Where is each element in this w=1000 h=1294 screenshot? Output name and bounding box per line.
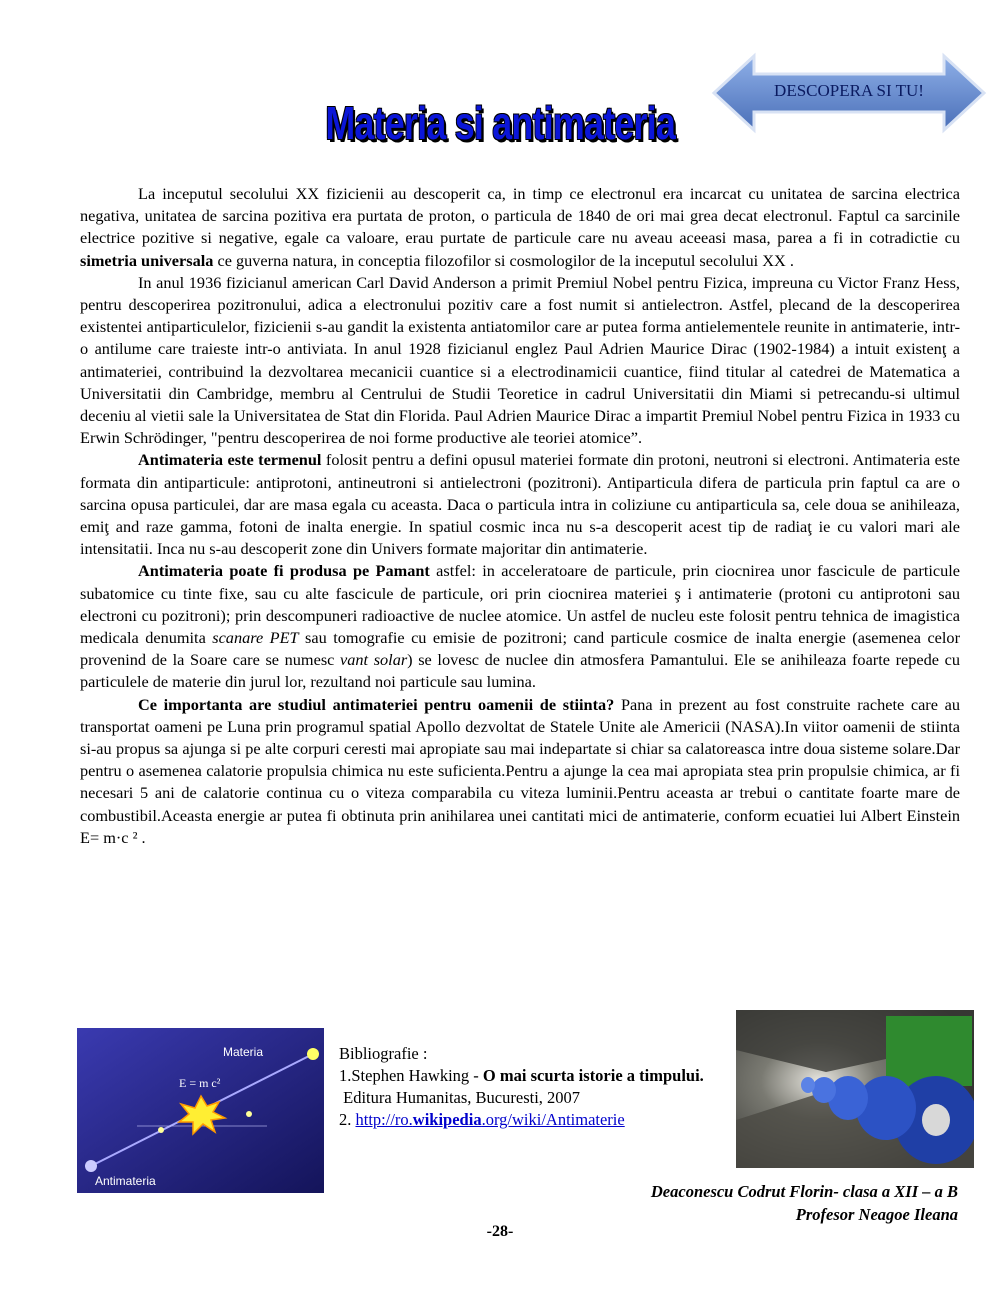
paragraph	[80, 560, 960, 693]
page-number: -28-	[486, 1223, 514, 1240]
author-block	[651, 1180, 958, 1226]
article-body	[80, 183, 960, 849]
page-title	[0, 96, 1000, 150]
wikipedia-link[interactable]	[356, 1110, 625, 1129]
item1-title: O mai scurta istorie a timpului.	[482, 1066, 704, 1085]
bibliography-item-2	[339, 1109, 719, 1131]
antimateria-label: Antimateria	[95, 1174, 156, 1188]
materia-label: Materia	[223, 1045, 264, 1059]
bold-text: Antimateria este termenul	[138, 450, 322, 470]
paragraph	[80, 694, 960, 849]
text-run: La inceputul secolului XX fizicienii au descoperit ca, in timp ce electronul era incarcat cu unitatea de sarcina electrica negativa, unitatea de sarcina pozitiva era purtata de proton, o particula de 1840 de ori mai grea decat electronul. Faptul ca sarcinile electrice pozitive si negative, egale ca valoare, erau purtate de particule care nu aveau aceeasi masa, parea a fi in cotradictie cu	[80, 184, 960, 248]
italic-text: vant solar	[340, 650, 408, 670]
bibliography-item-1	[339, 1065, 719, 1087]
matter-particle-icon	[307, 1048, 319, 1060]
teacher-name: Profesor Neagoe Ileana	[795, 1205, 958, 1224]
bibliography-publisher: Editura Humanitas, Bucuresti, 2007	[339, 1088, 581, 1107]
author-name: Deaconescu Codrut Florin- clasa a XII – a B	[650, 1182, 958, 1201]
bold-text: Ce importanta are studiul antimateriei pentru oamenii de stiinta?	[138, 694, 615, 714]
paragraph	[80, 449, 960, 560]
text-run: ce guverna natura, in conceptia filozofilor si cosmologilor de la inceputul secolului XX .	[213, 250, 794, 270]
support-frame	[886, 1016, 972, 1086]
bibliography	[339, 1043, 719, 1131]
matter-antimatter-figure	[77, 1028, 324, 1193]
title-text: Materia si antimateria	[325, 97, 675, 149]
paragraph	[80, 183, 960, 272]
item2-number: 2.	[339, 1110, 356, 1129]
accelerator-tunnel-photo	[736, 1010, 974, 1168]
link-part: wikipedia	[412, 1110, 482, 1129]
link-part: .org/wiki/Antimaterie	[481, 1110, 625, 1129]
item1-author: 1.Stephen Hawking -	[339, 1066, 483, 1085]
formula-label: E = m c²	[179, 1076, 221, 1090]
text-run: folosit pentru a defini opusul materiei formate din protoni, neutroni si electroni. Antimateria este formata din antiparticule: antiprotoni, antineutroni si antielectroni (pozitroni). Antiparticula difera de particula prin faptul ca are o sarcina opusa particulei, dar are masa egala cu aceasta. Daca o particula intra in coliziune cu antiparticula sa, cele doua se anihileaza, emiţ and raze gamma, fotoni de inalta energie. In spatiul cosmic inca nu s-a descoperit acest tip de radiaţ ie cu valori mari ale intensitatii. Inca nu s-au descoperit zone din Univers formate majoritar din antimaterie.	[80, 450, 960, 559]
paragraph	[80, 272, 960, 450]
bold-text: Antimateria poate fi produsa pe Pamant	[138, 561, 430, 581]
text-run: astfel: in acceleratoare de particule, prin ciocnirea unor fascicule de particule subatomice cu tinte fixe, sau cu alte fascicule de particule, ori prin ciocnirea materiei ş i antimaterie (protoni cu antiprotoni sau electroni cu pozitroni); prin descompuneri radioactive de nuclee atomice. Un astfel de nucleu este folosit pentru tehnica de imagistica medicala denumita	[80, 561, 960, 648]
text-run: Pana in prezent au fost construite rachete care au transportat oameni pe Luna prin programul spatial Apollo dezvoltat de Statele Unite ale Americii (NASA).In viitor oamenii de stiinta si-au propus sa ajunga si pe alte corpuri ceresti mai apropiate sau mai indepartate si chiar sa calatoreasca intre doua sisteme solare.Dar pentru o asemenea calatorie propulsia chimica nu este suficienta.Pentru a ajunge la cea mai apropiata stea prin propulsie chimica, ar fi necesari 5 ani de calatorie continua cu o viteza comparabila cu viteza luminii.Pentru aceasta ar trebui o cantitate foarte mare de combustibil.Aceasta energie ar putea fi obtinuta prin anihilarea unei cantitati mici de antimaterie, conform ecuatiei lui Albert Einstein E= m·c ² .	[80, 694, 960, 847]
text-run: sau tomografie cu emisie de pozitroni; cand particule cosmice de inalta energie (asemenea celor provenind de la Soare care se numesc	[80, 628, 960, 670]
link-part: http://ro.	[355, 1110, 413, 1129]
antimatter-particle-icon	[85, 1160, 97, 1172]
italic-text: scanare PET	[212, 628, 299, 648]
bold-text: simetria universala	[80, 250, 214, 270]
text-run: ) se lovesc de nuclee din atmosfera Pamantului. Ele se anihileaza foarte repede cu particulele de materie din jurul lor, rezultand noi particule sau lumina.	[80, 650, 960, 692]
text-run: In anul 1936 fizicianul american Carl David Anderson a primit Premiul Nobel pentru Fizica, impreuna cu Victor Franz Hess, pentru descoperirea pozitronului, adica a electronului pozitiv care a fost numit si antielectron. Astfel, plecand de la descoperirea existentei antiparticulelor, fizicienii s-au gandit la existenta antiatomilor care ar putea forma antielementele reunite in antimaterie, intr-o antilume care traieste intr-o antiviata. In anul 1928 fizicianul englez Paul Adrien Maurice Dirac (1902-1984) a intuit existenţ a antimateriei, contribuind la dezvoltarea mecanicii cuantice si a electrodinamicii cuantice, fiind titular al catedrei de Matematica a Universitatii din Cambridge, membru al Centrului de Studii Teoretice in cadrul Universitatii din Miami si petrecandu-si ultimul deceniu al vietii sale la Universitatea de Stat din Florida. Paul Adrien Maurice Dirac a impartit Premiul Nobel pentru Fizica in 1933 cu Erwin Schrödinger, "pentru descoperirea de noi forme productive ale teoriei atomice”.	[80, 272, 960, 448]
bibliography-heading: Bibliografie :	[339, 1044, 428, 1063]
badge-label: DESCOPERA SI TU!	[774, 81, 924, 100]
